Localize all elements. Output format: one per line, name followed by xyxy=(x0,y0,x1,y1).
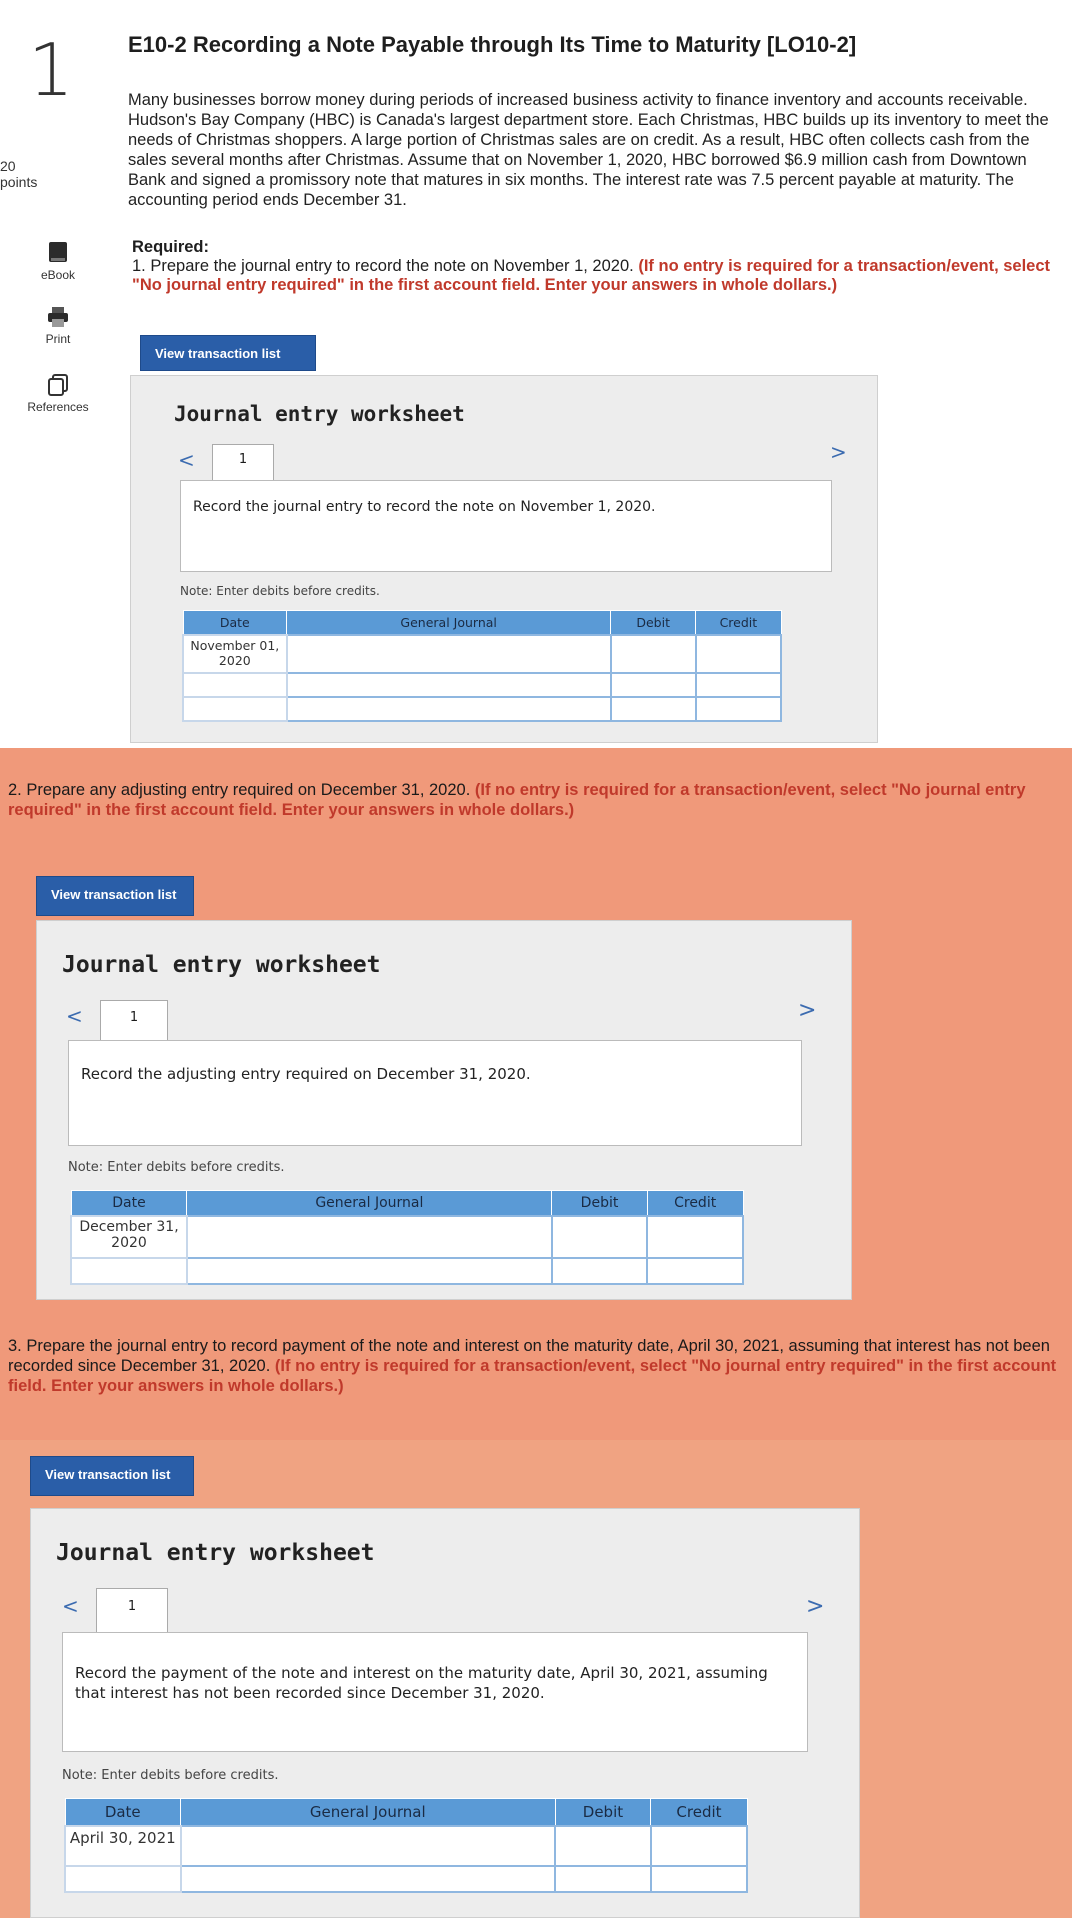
next-arrow-1[interactable]: > xyxy=(830,440,847,464)
account-input[interactable] xyxy=(187,1216,552,1258)
date-cell xyxy=(65,1866,181,1892)
account-input[interactable] xyxy=(287,635,611,673)
tool-label: References xyxy=(27,400,89,414)
required-heading: Required: xyxy=(132,238,210,256)
note-3: Note: Enter debits before credits. xyxy=(62,1768,279,1783)
references-icon xyxy=(47,374,69,396)
tool-label: eBook xyxy=(40,268,76,282)
entry-tab-3[interactable]: 1 xyxy=(96,1588,168,1633)
credit-input[interactable] xyxy=(651,1826,747,1866)
account-input[interactable] xyxy=(181,1826,556,1866)
date-cell: November 01, 2020 xyxy=(183,635,287,673)
next-arrow-2[interactable]: > xyxy=(798,998,817,1023)
worksheet-title-3: Journal entry worksheet xyxy=(56,1540,375,1566)
note-2: Note: Enter debits before credits. xyxy=(68,1160,285,1175)
points-indicator xyxy=(0,158,37,190)
part1-prompt-text: 1. Prepare the journal entry to record the note on November 1, 2020. xyxy=(132,257,634,275)
part2-prompt-text: 2. Prepare any adjusting entry required on December 31, 2020. xyxy=(8,781,471,799)
part2-instruction: (If no entry is required for a transaction/event, select "No journal entry required" in the first account field. Enter your answers in whole dollars.) xyxy=(8,781,1026,819)
debit-input[interactable] xyxy=(611,673,696,697)
entry-tab-1[interactable]: 1 xyxy=(212,444,274,481)
credit-input[interactable] xyxy=(696,673,781,697)
note-1: Note: Enter debits before credits. xyxy=(180,584,380,598)
account-input[interactable] xyxy=(187,1258,552,1284)
record-prompt-2: Record the adjusting entry required on December 31, 2020. xyxy=(68,1040,802,1146)
points-label: points xyxy=(0,174,38,190)
header-date: Date xyxy=(71,1191,187,1217)
date-cell: December 31, 2020 xyxy=(71,1216,187,1258)
debit-input[interactable] xyxy=(555,1866,651,1892)
date-cell xyxy=(183,673,287,697)
debit-input[interactable] xyxy=(552,1258,648,1284)
account-input[interactable] xyxy=(287,697,611,721)
printer-icon xyxy=(47,306,69,328)
prev-arrow-1[interactable]: < xyxy=(178,448,195,472)
credit-input[interactable] xyxy=(647,1216,743,1258)
view-transaction-list-button-1[interactable]: View transaction list xyxy=(140,335,316,371)
credit-input[interactable] xyxy=(696,635,781,673)
header-date: Date xyxy=(183,611,287,636)
header-credit: Credit xyxy=(647,1191,743,1217)
debit-input[interactable] xyxy=(552,1216,648,1258)
view-transaction-list-button-2[interactable]: View transaction list xyxy=(36,876,194,916)
problem-title: E10-2 Recording a Note Payable through Its Time to Maturity [LO10-2] xyxy=(128,32,857,57)
date-cell xyxy=(71,1258,187,1284)
journal-table-1 xyxy=(182,610,782,722)
worksheet-title-1: Journal entry worksheet xyxy=(174,402,465,426)
header-general-journal: General Journal xyxy=(187,1191,552,1217)
header-debit: Debit xyxy=(611,611,696,636)
prev-arrow-2[interactable]: < xyxy=(66,1004,83,1028)
print-tool[interactable] xyxy=(10,306,106,346)
credit-input[interactable] xyxy=(696,697,781,721)
references-tool[interactable] xyxy=(10,374,106,414)
points-value: 20 xyxy=(0,158,16,174)
debit-input[interactable] xyxy=(611,635,696,673)
header-debit: Debit xyxy=(552,1191,648,1217)
problem-intro: Many businesses borrow money during periods of increased business activity to finance inventory and accounts receivable. Hudson's Bay Company (HBC) is Canada's largest department store. Each Christmas, HBC builds up its inventory to meet the needs of Christmas shoppers. A large portion of Christmas sales are on credit. As a result, HBC often collects cash from the sales several months after Christmas. Assume that on November 1, 2020, HBC borrowed $6.9 million cash from Downtown Bank and signed a promissory note that matures in six months. The interest rate was 7.5 percent payable at maturity. The accounting period ends December 31. xyxy=(128,91,1049,209)
credit-input[interactable] xyxy=(651,1866,747,1892)
record-prompt-3: Record the payment of the note and interest on the maturity date, April 30, 2021, assuming that interest has not been recorded since December 31, 2020. xyxy=(62,1632,808,1752)
header-general-journal: General Journal xyxy=(287,611,611,636)
prev-arrow-3[interactable]: < xyxy=(62,1594,79,1618)
tool-label: Print xyxy=(45,332,71,346)
part2-prompt xyxy=(8,780,1058,820)
date-cell xyxy=(183,697,287,721)
record-prompt-1: Record the journal entry to record the note on November 1, 2020. xyxy=(180,480,832,572)
debit-input[interactable] xyxy=(611,697,696,721)
credit-input[interactable] xyxy=(647,1258,743,1284)
journal-table-2 xyxy=(70,1190,744,1285)
view-transaction-list-button-3[interactable]: View transaction list xyxy=(30,1456,194,1496)
ebook-tool[interactable] xyxy=(10,240,106,282)
part1-prompt xyxy=(132,257,1052,295)
part3-instruction: (If no entry is required for a transaction/event, select "No journal entry required" in the first account field. Enter your answers in whole dollars.) xyxy=(8,1357,1057,1395)
header-general-journal: General Journal xyxy=(181,1799,556,1827)
debit-input[interactable] xyxy=(555,1826,651,1866)
worksheet-title-2: Journal entry worksheet xyxy=(62,952,381,978)
book-icon xyxy=(47,240,69,264)
entry-tab-2[interactable]: 1 xyxy=(100,1000,168,1043)
next-arrow-3[interactable]: > xyxy=(806,1594,825,1619)
header-date: Date xyxy=(65,1799,181,1827)
date-cell: April 30, 2021 xyxy=(65,1826,181,1866)
header-debit: Debit xyxy=(555,1799,651,1827)
part1-instruction: (If no entry is required for a transaction/event, select "No journal entry required" in the first account field. Enter your answers in whole dollars.) xyxy=(132,257,1051,294)
journal-table-3 xyxy=(64,1798,748,1893)
header-credit: Credit xyxy=(696,611,781,636)
header-credit: Credit xyxy=(651,1799,747,1827)
part3-prompt-text: 3. Prepare the journal entry to record payment of the note and interest on the maturity date, April 30, 2021, assuming that interest has not been recorded since December 31, 2020. xyxy=(8,1337,1050,1375)
part3-prompt xyxy=(8,1336,1064,1396)
account-input[interactable] xyxy=(287,673,611,697)
account-input[interactable] xyxy=(181,1866,556,1892)
question-number: 1 xyxy=(28,28,74,112)
